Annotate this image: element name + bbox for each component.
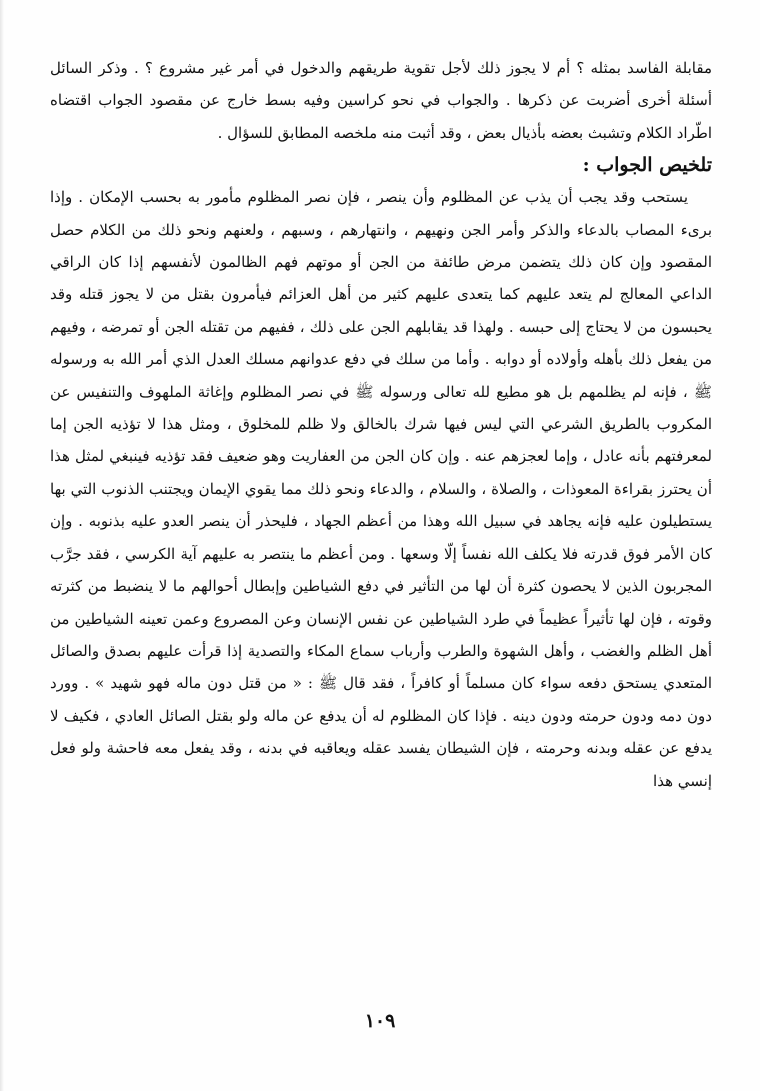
page-number: ١٠٩ xyxy=(364,1010,396,1032)
section-heading: تلخيص الجواب : xyxy=(582,154,712,177)
intro-paragraph xyxy=(50,52,712,149)
body-paragraph-text: يستحب وقد يجب أن يذب عن المظلوم وأن ينصر ، فإن نصر المظلوم مأمور به بحسب الإمكان . وإذا برىء المصاب بالدعاء والذكر وأمر الجن ونهيهم ، وانتهارهم ، وسبهم ، ولعنهم ونحو ذلك من الكلام حصل المقصود وإن كان ذلك يتضمن مرض طائفة من الجن أو موتهم فهم الظالمون لأنفسهم إذا كان الراقي الداعي المعالج لم يتعد عليهم كما يتعدى عليهم كثير من أهل العزائم فيأمرون بقتل من لا يجوز قتله وقد يحبسون من لا يحتاج إلى حبسه . ولهذا قد يقابلهم الجن على ذلك ، ففيهم من تقتله الجن أو تمرضه ، وفيهم من يفعل ذلك بأهله وأولاده أو دوابه . وأما من سلك في دفع عدوانهم مسلك العدل الذي أمر الله به ورسوله ﷺ ، فإنه لم يظلمهم بل هو مطيع لله تعالى ورسوله ﷺ في نصر المظلوم وإغاثة الملهوف والتنفيس عن المكروب بالطريق الشرعي التي ليس فيها شرك بالخالق ولا ظلم للمخلوق ، ومثل هذا لا تؤذيه الجن إما لمعرفتهم بأنه عادل ، وإما لعجزهم عنه . وإن كان الجن من العفاريت وهو ضعيف فقد تؤذيه فينبغي لمثل هذا أن يحترز بقراءة المعوذات ، والصلاة ، والسلام ، والدعاء ونحو ذلك مما يقوي الإيمان ويجتنب الذنوب التي بها يستطيلون عليه فإنه يجاهد في سبيل الله وهذا من أعظم الجهاد ، فليحذر أن ينصر العدو عليه بذنوبه . وإن كان الأمر فوق قدرته فلا يكلف الله نفساً إلّا وسعها . ومن أعظم ما ينتصر به عليهم آية الكرسي ، فقد جرَّب المجربون الذين لا يحصون كثرة أن لها من التأثير في دفع الشياطين وإبطال أحوالهم ما لا ينضبط من كثرته وقوته ، فإن لها تأثيراً عظيماً في طرد الشياطين عن نفس الإنسان وعن المصروع وعمن تعينه الشياطين من أهل الظلم والغضب ، وأهل الشهوة والطرب وأرباب سماع المكاء والتصدية إذا قرأت عليهم بصدق والصائل المتعدي يستحق دفعه سواء كان مسلماً أو كافراً ، فقد قال ﷺ : « من قتل دون ماله فهو شهيد » . وورد دون دمه ودون حرمته ودون دينه . فإذا كان المظلوم له أن يدفع عن ماله ولو بقتل الصائل العادي ، فكيف لا يدفع عن عقله وبدنه وحرمته ، فإن الشيطان يفسد عقله ويعاقبه في بدنه ، وقد يفعل معه فاحشة ولو فعل إنسي هذا xyxy=(50,188,712,790)
body-paragraph xyxy=(50,181,712,797)
scan-edge-shadow xyxy=(0,0,4,1091)
page-content xyxy=(50,52,712,797)
intro-paragraph-text: مقابلة الفاسد بمثله ؟ أم لا يجوز ذلك لأجل تقوية طريقهم والدخول في أمر غير مشروع ؟ . وذكر السائل أسئلة أخرى أضربت عن ذكرها . والجواب في نحو كراسين وفيه بسط خارج عن مقصود الجواب اقتضاه اطّراد الكلام وتشبث بعضه بأذيال بعض ، وقد أثبت منه ملخصه المطابق للسؤال . xyxy=(50,59,712,142)
